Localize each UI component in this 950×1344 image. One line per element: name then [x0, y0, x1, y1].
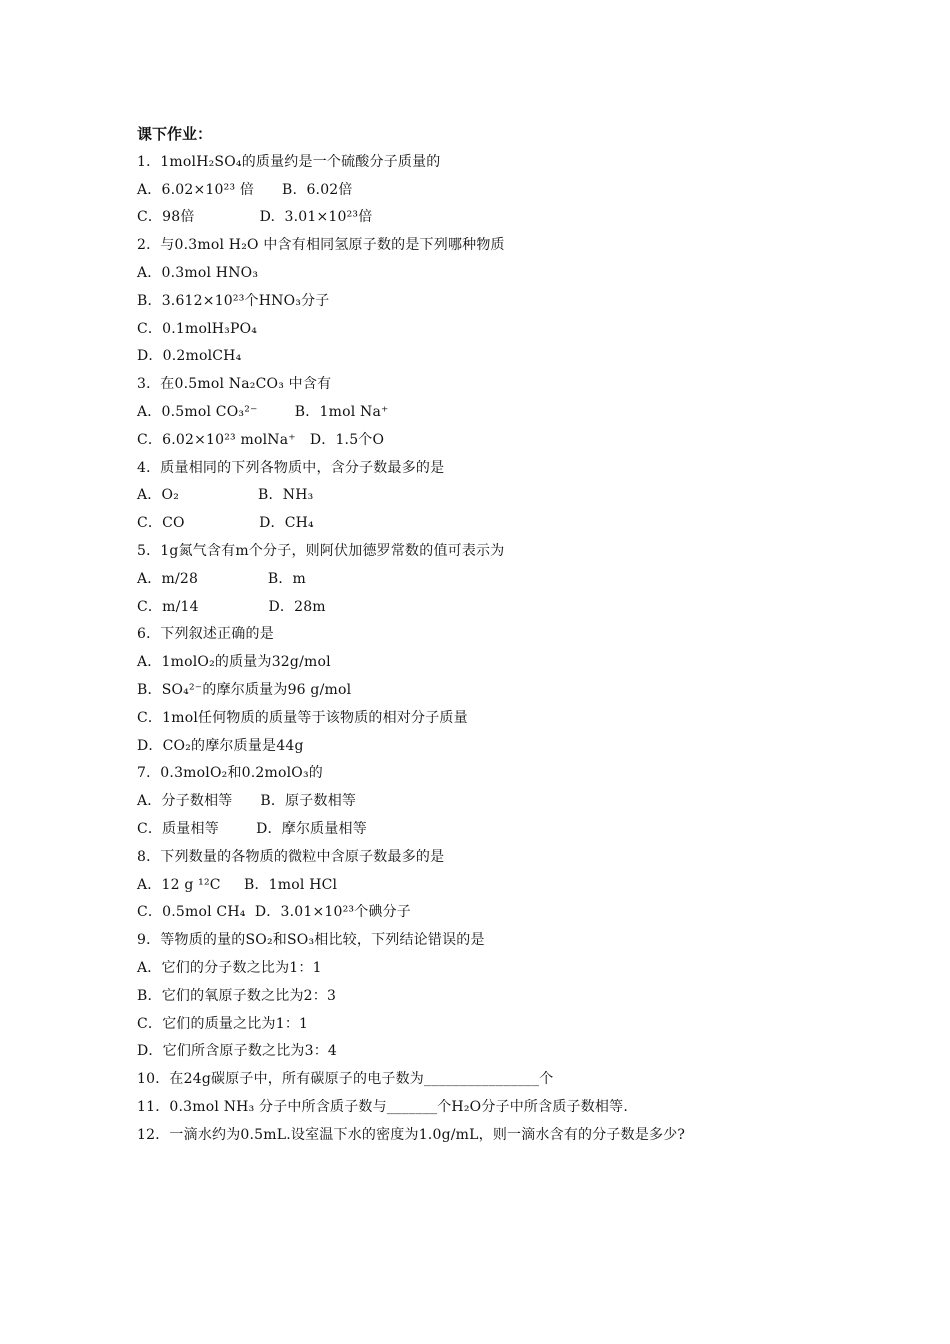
- question-line: 12．一滴水约为0.5mL.设室温下水的密度为1.0g/mL，则一滴水含有的分子数是多少?: [137, 1126, 686, 1143]
- option-line: A．O₂ B．NH₃: [137, 487, 314, 504]
- question-line: 6．下列叙述正确的是: [137, 626, 274, 643]
- question-line: 9．等物质的量的SO₂和SO₃相比较，下列结论错误的是: [137, 932, 485, 949]
- option-line: A．1molO₂的质量为32g/mol: [137, 654, 331, 671]
- question-line: 2．与0.3mol H₂O 中含有相同氢原子数的是下列哪种物质: [137, 237, 505, 254]
- question-line: 11．0.3mol NH₃ 分子中所含质子数与_______个H₂O分子中所含质子数相等.: [137, 1098, 628, 1115]
- option-line: A．12 g ¹²C B．1mol HCl: [137, 876, 338, 893]
- option-line: A．0.5mol CO₃²⁻ B．1mol Na⁺: [137, 403, 389, 420]
- option-line: D．它们所含原子数之比为3：4: [137, 1043, 338, 1060]
- homework-heading: 课下作业：: [137, 125, 213, 143]
- option-line: B．3.612×10²³个HNO₃分子: [137, 292, 330, 309]
- option-line: B．SO₄²⁻的摩尔质量为96 g/mol: [137, 681, 352, 698]
- option-line: D．CO₂的摩尔质量是44g: [137, 737, 304, 754]
- option-line: C．98倍 D. 3.01×10²³倍: [137, 209, 373, 226]
- question-line: 3．在0.5mol Na₂CO₃ 中含有: [137, 376, 332, 393]
- homework-content: [137, 121, 837, 1149]
- option-line: C．1mol任何物质的质量等于该物质的相对分子质量: [137, 709, 468, 726]
- question-line: 5．1g氮气含有m个分子，则阿伏加德罗常数的值可表示为: [137, 542, 505, 559]
- question-list: [137, 149, 837, 1150]
- option-line: A．它们的分子数之比为1：1: [137, 959, 322, 976]
- option-line: C．0.5mol CH₄ D．3.01×10²³个碘分子: [137, 904, 412, 921]
- option-line: B．它们的氧原子数之比为2：3: [137, 987, 337, 1004]
- option-line: C．0.1molH₃PO₄: [137, 320, 258, 337]
- question-line: 4．质量相同的下列各物质中，含分子数最多的是: [137, 459, 445, 476]
- question-line: 10．在24g碳原子中，所有碳原子的电子数为________________个: [137, 1071, 554, 1088]
- option-line: A．0.3mol HNO₃: [137, 264, 259, 281]
- option-line: A．m/28 B．m: [137, 570, 307, 587]
- option-line: A．分子数相等 B．原子数相等: [137, 793, 357, 810]
- option-line: A．6.02×10²³ 倍 B. 6.02倍: [137, 181, 353, 198]
- option-line: C．CO D．CH₄: [137, 515, 314, 532]
- option-line: C．6.02×10²³ molNa⁺ D．1.5个O: [137, 431, 385, 448]
- question-line: 1．1molH₂SO₄的质量约是一个硫酸分子质量的: [137, 153, 441, 170]
- option-line: D．0.2molCH₄: [137, 348, 242, 365]
- question-line: 8．下列数量的各物质的微粒中含原子数最多的是: [137, 848, 445, 865]
- option-line: C．它们的质量之比为1：1: [137, 1015, 309, 1032]
- option-line: C．m/14 D．28m: [137, 598, 326, 615]
- question-line: 7．0.3molO₂和0.2molO₃的: [137, 765, 323, 782]
- option-line: C．质量相等 D．摩尔质量相等: [137, 820, 367, 837]
